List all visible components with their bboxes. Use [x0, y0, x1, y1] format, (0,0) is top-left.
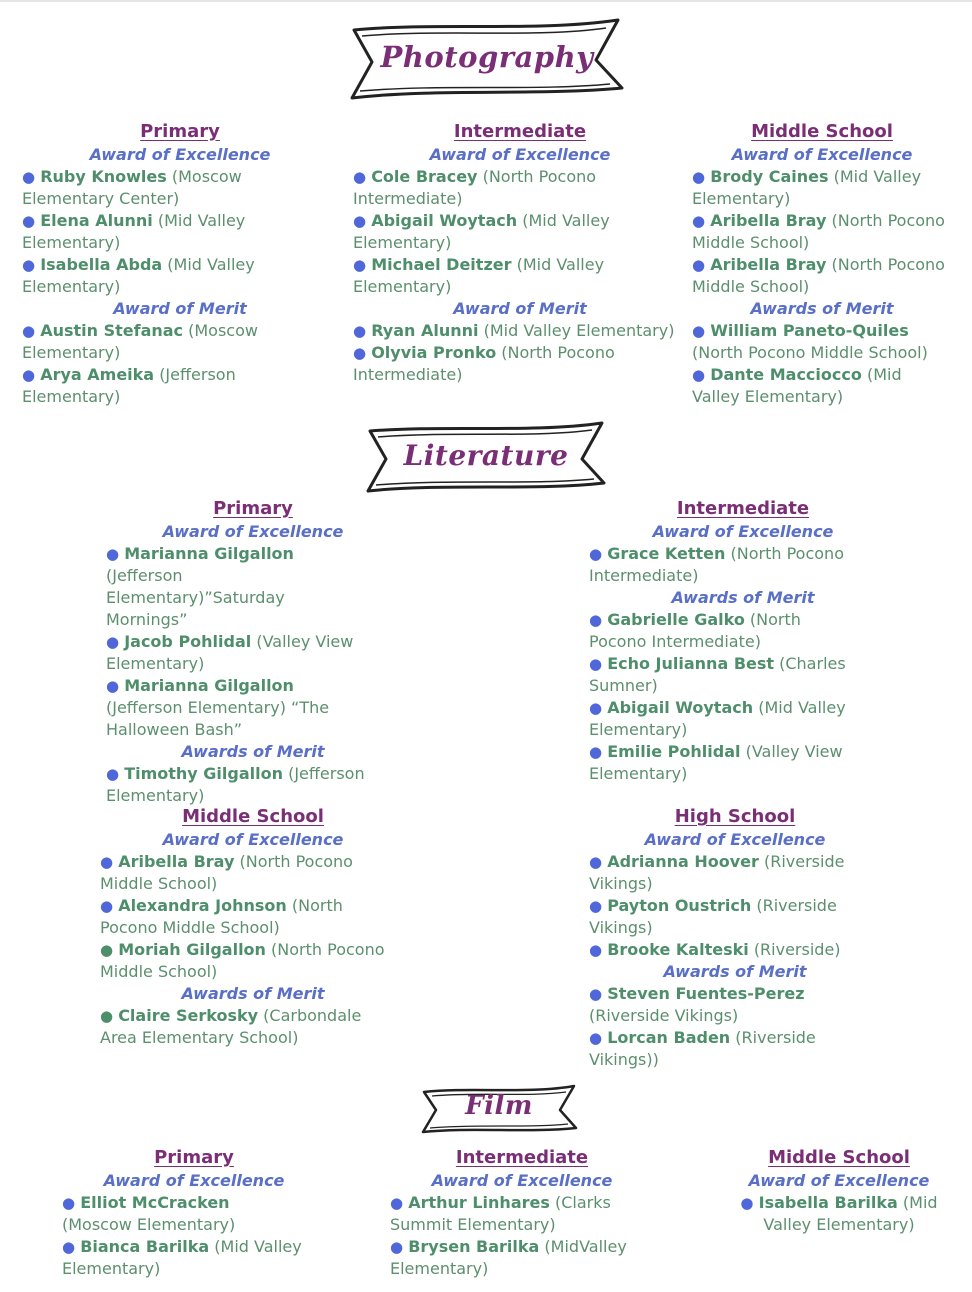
- school-name: (North Pocono Middle School): [692, 343, 928, 362]
- bullet-icon: ●: [106, 677, 120, 695]
- award-label: Award of Excellence: [652, 522, 834, 541]
- film-intermediate-column: [390, 1146, 654, 1280]
- student-name: Aribella Bray: [710, 211, 827, 230]
- column-heading: Middle School: [751, 121, 893, 142]
- award-entry: [589, 983, 881, 1027]
- award-entry: [353, 210, 687, 254]
- award-label: Award of Excellence: [162, 522, 344, 541]
- school-name: (Jefferson Elementary): [106, 764, 365, 805]
- school-name: (Mid Valley Elementary): [62, 1237, 302, 1278]
- bullet-icon: ●: [353, 212, 367, 230]
- award-entry: [692, 320, 952, 364]
- student-name: Claire Serkosky: [118, 1006, 259, 1025]
- bullet-icon: ●: [692, 256, 706, 274]
- school-name: (North Pocono Middle School): [100, 896, 343, 937]
- award-entry: [589, 653, 859, 697]
- award-entry: [353, 342, 687, 386]
- school-name: (Mid Valley Elementary): [692, 167, 922, 208]
- school-name: (Riverside): [753, 940, 841, 959]
- award-list: [106, 543, 366, 741]
- award-label: Awards of Merit: [671, 588, 815, 607]
- literature-middle-school-column: [100, 805, 406, 1049]
- top-divider: [0, 0, 972, 2]
- student-name: Arya Ameika: [40, 365, 155, 384]
- bullet-icon: ●: [589, 743, 603, 761]
- school-name: (MidValley Elementary): [390, 1237, 627, 1278]
- school-name: (Mid Valley Elementary): [763, 1193, 938, 1234]
- column-heading: High School: [674, 806, 796, 827]
- student-name: Olyvia Pronko: [371, 343, 497, 362]
- bullet-icon: ●: [22, 366, 36, 384]
- film-banner: [420, 1084, 578, 1134]
- school-name: (North Pocono Middle School): [100, 852, 353, 893]
- award-entry: [106, 763, 366, 807]
- award-list: [589, 983, 881, 1071]
- student-name: Ryan Alunni: [371, 321, 479, 340]
- award-label: Awards of Merit: [181, 984, 325, 1003]
- student-name: Marianna Gilgallon: [124, 676, 294, 695]
- award-entry: [100, 1005, 400, 1049]
- literature-banner: [364, 421, 608, 493]
- student-name: Timothy Gilgallon: [124, 764, 283, 783]
- school-name: (North Pocono Intermediate): [353, 343, 615, 384]
- award-list: [724, 1192, 954, 1236]
- award-entry: [22, 364, 338, 408]
- student-name: Dante Macciocco: [710, 365, 862, 384]
- bullet-icon: ●: [100, 941, 114, 959]
- bullet-icon: ●: [390, 1194, 404, 1212]
- award-entry: [353, 254, 687, 298]
- award-entry: [22, 254, 338, 298]
- award-list: [390, 1192, 654, 1280]
- student-name: Emilie Pohlidal: [607, 742, 741, 761]
- student-name: Brysen Barilka: [408, 1237, 540, 1256]
- award-entry: [589, 543, 859, 587]
- student-name: Gabrielle Galko: [607, 610, 745, 629]
- award-list: [62, 1192, 302, 1280]
- bullet-icon: ●: [589, 985, 603, 1003]
- bullet-icon: ●: [22, 212, 36, 230]
- award-label: Award of Merit: [113, 299, 247, 318]
- photography-banner: [348, 18, 626, 100]
- school-name: (North Pocono Intermediate): [589, 610, 801, 651]
- award-label: Award of Excellence: [89, 145, 271, 164]
- award-label: Award of Excellence: [731, 145, 913, 164]
- bullet-icon: ●: [692, 212, 706, 230]
- student-name: Elena Alunni: [40, 211, 153, 230]
- award-list: [106, 763, 366, 807]
- film-primary-column: [62, 1146, 326, 1280]
- award-label: Award of Excellence: [748, 1171, 930, 1190]
- bullet-icon: ●: [589, 655, 603, 673]
- section-title: Film: [465, 1091, 533, 1121]
- award-entry: [353, 320, 687, 342]
- column-heading: Intermediate: [676, 498, 810, 519]
- award-label: Awards of Merit: [750, 299, 894, 318]
- bullet-icon: ●: [353, 344, 367, 362]
- bullet-icon: ●: [390, 1238, 404, 1256]
- bullet-icon: ●: [589, 853, 603, 871]
- student-name: Aribella Bray: [118, 852, 235, 871]
- student-name: Abigail Woytach: [371, 211, 518, 230]
- award-entry: [106, 543, 366, 631]
- bullet-icon: ●: [22, 256, 36, 274]
- award-entry: [589, 697, 859, 741]
- student-name: Payton Oustrich: [607, 896, 752, 915]
- school-name: (Riverside Vikings)): [589, 1028, 816, 1069]
- student-name: Isabella Barilka: [758, 1193, 898, 1212]
- award-label: Award of Excellence: [429, 145, 611, 164]
- school-name: (Mid Valley Elementary): [589, 698, 846, 739]
- student-name: Cole Bracey: [371, 167, 478, 186]
- student-name: Grace Ketten: [607, 544, 726, 563]
- bullet-icon: ●: [62, 1238, 76, 1256]
- school-name: (Moscow Elementary): [22, 321, 258, 362]
- award-entry: [692, 166, 952, 210]
- award-entry: [106, 631, 366, 675]
- award-list: [100, 1005, 400, 1049]
- award-label: Award of Excellence: [431, 1171, 613, 1190]
- literature-high-school-column: [589, 805, 881, 1071]
- bullet-icon: ●: [589, 941, 603, 959]
- award-label: Award of Excellence: [162, 830, 344, 849]
- bullet-icon: ●: [106, 633, 120, 651]
- school-name: (Moscow Elementary Center): [22, 167, 242, 208]
- award-entry: [100, 851, 400, 895]
- bullet-icon: ●: [353, 322, 367, 340]
- literature-primary-column: [106, 497, 400, 807]
- award-entry: [390, 1192, 654, 1236]
- school-name: (Mid Valley Elementary): [692, 365, 902, 406]
- student-name: Isabella Abda: [40, 255, 163, 274]
- award-entry: [106, 675, 366, 741]
- column-heading: Intermediate: [455, 1147, 589, 1168]
- award-list: [353, 320, 687, 386]
- award-entry: [100, 939, 400, 983]
- section-title: Literature: [403, 439, 569, 472]
- school-name: (Jefferson Elementary)”Saturday Mornings”: [106, 566, 285, 629]
- student-name: William Paneto-Quiles: [710, 321, 909, 340]
- school-name: (Mid Valley Elementary): [353, 211, 610, 252]
- student-name: Lorcan Baden: [607, 1028, 731, 1047]
- school-name: (Valley View Elementary): [589, 742, 843, 783]
- bullet-icon: ●: [100, 853, 114, 871]
- award-entry: [22, 210, 338, 254]
- school-name: (Mid Valley Elementary): [353, 255, 605, 296]
- award-list: [589, 851, 881, 961]
- bullet-icon: ●: [62, 1194, 76, 1212]
- award-entry: [589, 939, 881, 961]
- photography-middle-school-column: [692, 120, 952, 408]
- award-entry: [353, 166, 687, 210]
- section-title: Photography: [380, 40, 594, 74]
- bullet-icon: ●: [589, 611, 603, 629]
- school-name: (North Pocono Intermediate): [353, 167, 597, 208]
- award-label: Awards of Merit: [663, 962, 807, 981]
- award-list: [692, 320, 952, 408]
- bullet-icon: ●: [106, 545, 120, 563]
- bullet-icon: ●: [106, 765, 120, 783]
- bullet-icon: ●: [589, 1029, 603, 1047]
- bullet-icon: ●: [353, 168, 367, 186]
- student-name: Bianca Barilka: [80, 1237, 210, 1256]
- bullet-icon: ●: [353, 256, 367, 274]
- bullet-icon: ●: [692, 168, 706, 186]
- school-name: (Charles Sumner): [589, 654, 846, 695]
- student-name: Ruby Knowles: [40, 167, 167, 186]
- school-name: (Mid Valley Elementary): [22, 255, 255, 296]
- award-list: [589, 609, 859, 785]
- school-name: (Mid Valley Elementary): [22, 211, 246, 252]
- award-label: Award of Merit: [453, 299, 587, 318]
- photography-intermediate-column: [353, 120, 687, 386]
- award-list: [353, 166, 687, 298]
- column-heading: Intermediate: [453, 121, 587, 142]
- student-name: Brooke Kalteski: [607, 940, 749, 959]
- award-label: Awards of Merit: [181, 742, 325, 761]
- school-name: (North Pocono Middle School): [692, 211, 945, 252]
- award-entry: [22, 166, 338, 210]
- student-name: Michael Deitzer: [371, 255, 512, 274]
- school-name: (Riverside Vikings): [589, 1006, 739, 1025]
- school-name: (North Pocono Middle School): [100, 940, 385, 981]
- award-entry: [62, 1192, 302, 1236]
- award-entry: [589, 609, 859, 653]
- school-name: (Carbondale Area Elementary School): [100, 1006, 362, 1047]
- school-name: (North Pocono Intermediate): [589, 544, 844, 585]
- bullet-icon: ●: [100, 897, 114, 915]
- award-list: [589, 543, 859, 587]
- award-label: Award of Excellence: [103, 1171, 285, 1190]
- award-entry: [589, 1027, 881, 1071]
- award-list: [100, 851, 400, 983]
- literature-intermediate-column: [589, 497, 897, 785]
- column-heading: Primary: [213, 498, 293, 519]
- student-name: Abigail Woytach: [607, 698, 754, 717]
- bullet-icon: ●: [740, 1194, 754, 1212]
- school-name: (Riverside Vikings): [589, 896, 837, 937]
- bullet-icon: ●: [100, 1007, 114, 1025]
- award-list: [22, 166, 338, 298]
- photography-primary-column: [22, 120, 338, 408]
- award-entry: [100, 895, 400, 939]
- column-heading: Middle School: [182, 806, 324, 827]
- student-name: Arthur Linhares: [408, 1193, 550, 1212]
- award-entry: [62, 1236, 302, 1280]
- award-list: [692, 166, 952, 298]
- bullet-icon: ●: [589, 699, 603, 717]
- bullet-icon: ●: [692, 322, 706, 340]
- school-name: (North Pocono Middle School): [692, 255, 945, 296]
- award-entry: [589, 895, 881, 939]
- student-name: Moriah Gilgallon: [118, 940, 266, 959]
- student-name: Jacob Pohlidal: [124, 632, 252, 651]
- student-name: Brody Caines: [710, 167, 829, 186]
- bullet-icon: ●: [22, 322, 36, 340]
- student-name: Adrianna Hoover: [607, 852, 759, 871]
- column-heading: Middle School: [768, 1147, 910, 1168]
- award-list: [22, 320, 338, 408]
- student-name: Elliot McCracken: [80, 1193, 230, 1212]
- student-name: Austin Stefanac: [40, 321, 184, 340]
- bullet-icon: ●: [692, 366, 706, 384]
- award-entry: [692, 254, 952, 298]
- award-entry: [692, 210, 952, 254]
- column-heading: Primary: [140, 121, 220, 142]
- student-name: Marianna Gilgallon: [124, 544, 294, 563]
- student-name: Steven Fuentes-Perez: [607, 984, 805, 1003]
- school-name: (Jefferson Elementary): [22, 365, 236, 406]
- award-entry: [589, 851, 881, 895]
- school-name: (Clarks Summit Elementary): [390, 1193, 611, 1234]
- bullet-icon: ●: [589, 545, 603, 563]
- school-name: (Valley View Elementary): [106, 632, 354, 673]
- student-name: Alexandra Johnson: [118, 896, 287, 915]
- award-entry: [724, 1192, 954, 1236]
- school-name: (Riverside Vikings): [589, 852, 845, 893]
- student-name: Echo Julianna Best: [607, 654, 775, 673]
- award-label: Award of Excellence: [644, 830, 826, 849]
- school-name: (Mid Valley Elementary): [483, 321, 675, 340]
- school-name: (Jefferson Elementary) “The Halloween Bash”: [106, 698, 330, 739]
- award-entry: [22, 320, 338, 364]
- film-middle-school-column: [724, 1146, 954, 1236]
- bullet-icon: ●: [589, 897, 603, 915]
- student-name: Aribella Bray: [710, 255, 827, 274]
- award-entry: [692, 364, 952, 408]
- award-entry: [589, 741, 859, 785]
- award-entry: [390, 1236, 654, 1280]
- bullet-icon: ●: [22, 168, 36, 186]
- column-heading: Primary: [154, 1147, 234, 1168]
- school-name: (Moscow Elementary): [62, 1215, 236, 1234]
